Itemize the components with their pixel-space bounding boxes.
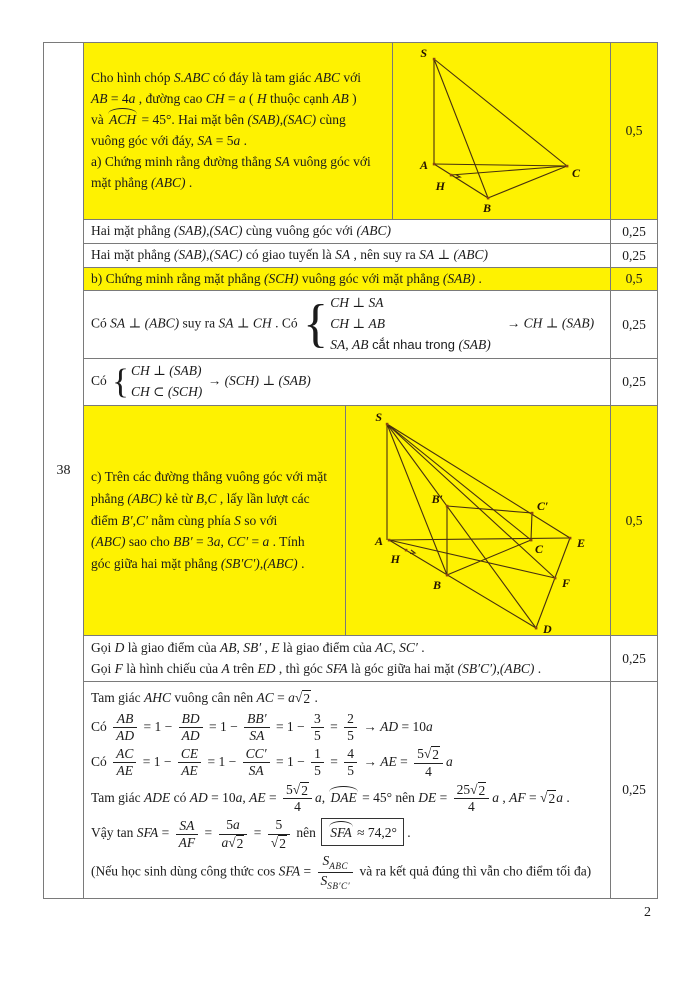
figure-2-cell <box>345 406 610 635</box>
text-line: Vậy tan SFA = $\frac{SA}{AF}$ = 5a a √ 2 = 5 √ 2 nên SFA ≈ 74,2° . <box>91 817 411 851</box>
text-line: Hai mặt phẳng (SAB),(SAC) cùng vuông góc với (ABC) <box>91 223 391 239</box>
question-statement-b <box>84 268 610 290</box>
score-cell <box>610 636 657 681</box>
question-number-cell <box>44 43 84 898</box>
vertex-label-D: D <box>543 622 552 634</box>
figure-1-cell <box>392 43 610 219</box>
text-line: vuông góc với đáy, SA = 5a . <box>91 133 247 148</box>
text-line: c) Trên các đường thẳng vuông góc với mặt <box>91 468 328 484</box>
vertex-label-B: B <box>432 578 441 592</box>
vertex-label-E: E <box>577 536 586 550</box>
vertex-label-C-prime: C′ <box>537 499 549 513</box>
table-row <box>84 291 657 359</box>
vertex-label-A: A <box>419 158 428 172</box>
question-statement-c <box>84 406 345 635</box>
table-row <box>84 359 657 406</box>
table-row <box>84 636 657 682</box>
score-value: 0,25 <box>622 650 646 666</box>
score-value: 0,5 <box>625 271 643 286</box>
question-a-text <box>91 68 386 194</box>
system-line: CH ⊂ (SCH) <box>130 384 203 399</box>
score-value: 0,5 <box>625 123 643 138</box>
text-line: a) Chứng minh rằng đường thẳng SA vuông góc với <box>91 153 371 169</box>
text-line: Có $\frac{AC}{AE}$ = 1 − $\frac{CE}{AE}$ = 1 − $\frac{CC'}{SA}$ = 1 − $\frac{1}{5}$ = $\frac{4}{5}$ → AE = 5 √ 2 4 a <box>91 746 453 779</box>
text-line: Gọi D là giao điểm của AB, SB′ , E là giao điểm của AC, SC′ . <box>91 639 425 655</box>
score-cell <box>610 291 657 358</box>
text-line: điểm B′,C′ nằm cùng phía S so với <box>91 512 278 528</box>
text-line: Có SA ⊥ (ABC) suy ra SA ⊥ CH . Có { CH ⊥ SA CH ⊥ AB SA, AB cắt nhau trong (SAB) → CH ⊥ (SAB) <box>91 293 594 356</box>
system-line: CH ⊥ (SAB) <box>130 363 202 379</box>
right-angle-mark <box>455 175 460 178</box>
vertex-label-F: F <box>562 576 571 590</box>
table-rows <box>84 43 657 898</box>
vertex-label-C: C <box>535 542 544 556</box>
score-value: 0,25 <box>622 316 646 332</box>
system-line: CH ⊥ AB <box>330 316 385 332</box>
text-line: (ABC) sao cho BB′ = 3a, CC′ = a . Tính <box>91 534 305 550</box>
table-row <box>84 682 657 898</box>
page-number: 2 <box>644 905 651 920</box>
text-line: (Nếu học sinh dùng công thức cos SFA = $\frac{S_{ABC}}{S_{SB'C'}}$ và ra kết quả đúng thì vẫn cho điểm tối đa) <box>91 853 592 892</box>
table-row <box>84 268 657 291</box>
solution-step <box>84 636 610 681</box>
text-line: AB = 4a , đường cao CH = a ( H thuộc cạnh AB ) <box>91 91 357 107</box>
pyramid-diagram-2 <box>346 406 609 634</box>
solution-step <box>84 220 610 243</box>
system-line: CH ⊥ SA <box>330 295 384 311</box>
score-cell <box>610 406 657 635</box>
score-value: 0,25 <box>622 374 646 389</box>
pyramid-diagram-1 <box>393 43 609 218</box>
right-angle-mark <box>410 550 415 554</box>
score-value: 0,5 <box>625 512 643 528</box>
text-line: góc giữa hai mặt phẳng (SB′C′),(ABC) . <box>91 556 305 572</box>
text-line: Hai mặt phẳng (SAB),(SAC) có giao tuyến là SA , nên suy ra SA ⊥ (ABC) <box>91 247 489 263</box>
table-row <box>84 406 657 636</box>
vertex-label-B-prime: B′ <box>431 492 443 506</box>
question-statement-a <box>84 43 392 219</box>
score-cell <box>610 244 657 267</box>
table-row <box>84 43 657 220</box>
text-line: Cho hình chóp S.ABC có đáy là tam giác ABC với <box>91 70 361 86</box>
score-cell <box>610 268 657 290</box>
score-cell <box>610 220 657 243</box>
solution-computation <box>84 682 610 898</box>
vertex-label-S: S <box>420 46 427 60</box>
score-value: 0,25 <box>622 782 646 797</box>
text-line: Tam giác AHC vuông cân nên AC = a √ 2 . <box>91 689 318 706</box>
vertex-label-H: H <box>435 179 445 193</box>
solution-step <box>84 359 610 405</box>
text-line: mặt phẳng (ABC) . <box>91 174 193 190</box>
question-number: 38 <box>56 462 71 478</box>
table-row <box>84 220 657 244</box>
solution-step <box>84 244 610 267</box>
score-value: 0,25 <box>622 223 646 239</box>
text-line: b) Chứng minh rằng mặt phẳng (SCH) vuông góc với mặt phẳng (SAB) . <box>91 270 482 286</box>
score-cell <box>610 682 657 898</box>
table-row <box>84 244 657 268</box>
text-line: phẳng (ABC) kẻ từ B,C , lấy lần lượt các <box>91 490 310 506</box>
text-line: Tam giác ADE có AD = 10a, AE = 5 √ 2 4 a, DAE = 45° nên DE = 25 √ 2 4 a , AF = √ 2 a . <box>91 781 570 815</box>
vertex-label-B: B <box>483 201 492 215</box>
text-line: và ACH = 45°. Hai mặt bên (SAB),(SAC) cùng <box>91 110 386 131</box>
vertex-label-H: H <box>390 552 400 566</box>
score-cell <box>610 43 657 219</box>
vertex-label-A: A <box>374 534 383 548</box>
system-line: SA, AB cắt nhau trong (SAB) <box>330 336 491 352</box>
score-cell <box>610 359 657 405</box>
answer-key-table <box>43 42 658 899</box>
text-line: Gọi F là hình chiếu của A trên ED , thì góc SFA là góc giữa hai mặt (SB′C′),(ABC) . <box>91 660 542 676</box>
vertex-label-S: S <box>375 410 382 424</box>
text-line: Có $\frac{AB}{AD}$ = 1 − $\frac{BD}{AD}$ = 1 − $\frac{BB'}{SA}$ = 1 − $\frac{3}{5}$ = $\frac{2}{5}$ → AD = 10a <box>91 710 433 743</box>
score-value: 0,25 <box>622 247 646 263</box>
solution-step <box>84 291 610 358</box>
vertex-label-C: C <box>572 166 581 180</box>
text-line: Có { CH ⊥ (SAB) CH ⊂ (SCH) → (SCH) ⊥ (SAB) <box>91 362 311 402</box>
